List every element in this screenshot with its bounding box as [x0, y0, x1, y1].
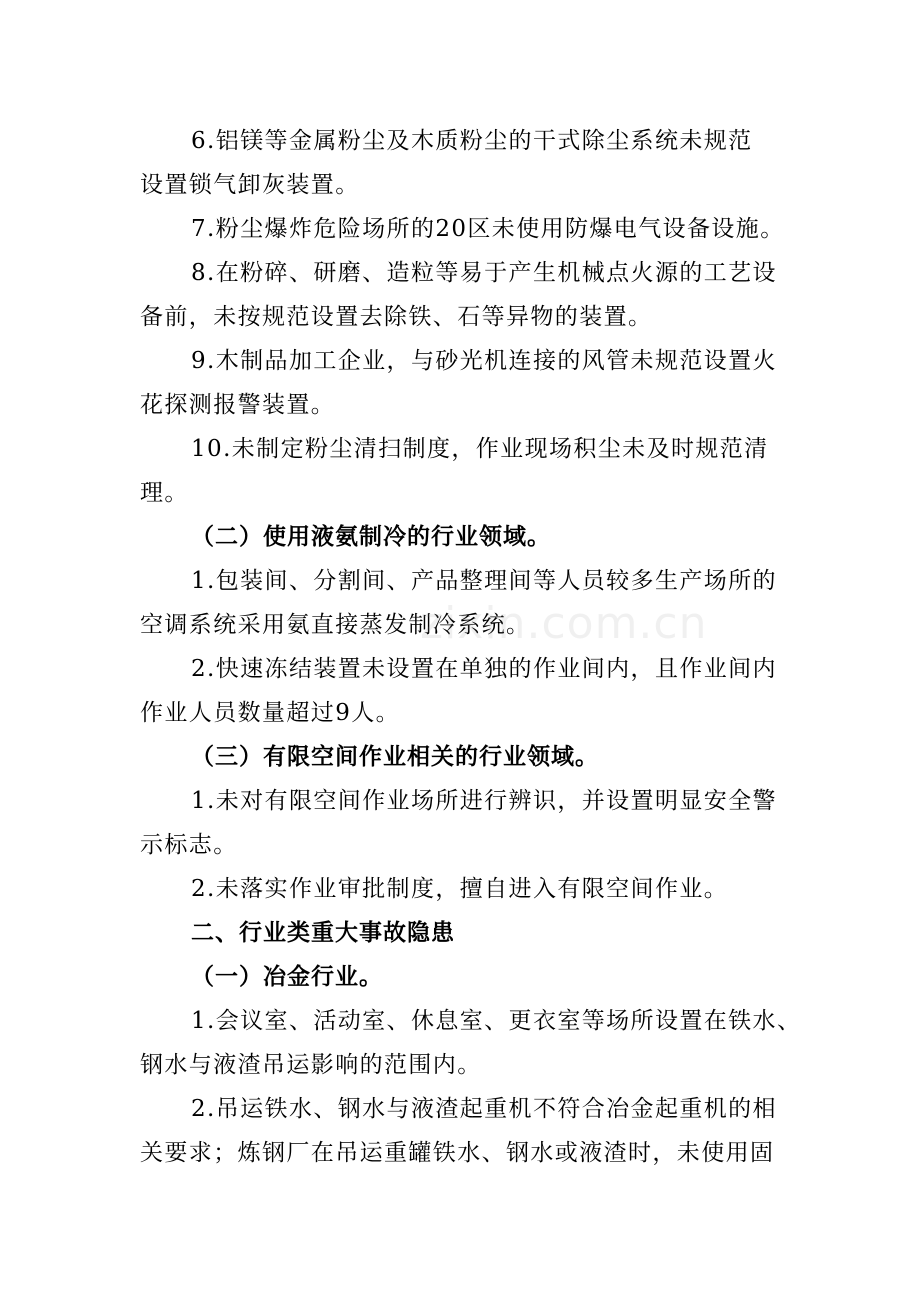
section-heading: （三）有限空间作业相关的行业领域。 [191, 744, 599, 770]
text-line: 1.包装间、分割间、产品整理间等人员较多生产场所的 [191, 568, 777, 594]
text-line: 8.在粉碎、研磨、造粒等易于产生机械点火源的工艺设 [191, 260, 777, 286]
text-line: 2.快速冻结装置未设置在单独的作业间内，且作业间内 [191, 656, 777, 682]
document-page [140, 119, 802, 1175]
section-heading: 二、行业类重大事故隐患 [191, 920, 455, 946]
text-line: 示标志。 [140, 832, 238, 858]
watermark: zixin.com.cn [420, 598, 708, 649]
text-line: 10.未制定粉尘清扫制度，作业现场积尘未及时规范清 [191, 436, 769, 462]
text-line: 2.未落实作业审批制度，擅自进入有限空间作业。 [191, 876, 729, 902]
text-line: 备前，未按规范设置去除铁、石等异物的装置。 [140, 304, 653, 330]
text-line: 6.铝镁等金属粉尘及木质粉尘的干式除尘系统未规范 [191, 128, 753, 154]
text-line: 花探测报警装置。 [140, 392, 336, 418]
text-line: 1.会议室、活动室、休息室、更衣室等场所设置在铁水、 [191, 1008, 802, 1034]
text-line: 2.吊运铁水、钢水与液渣起重机不符合冶金起重机的相 [191, 1096, 777, 1122]
text-line: 9.木制品加工企业，与砂光机连接的风管未规范设置火 [191, 348, 777, 374]
section-heading: （二）使用液氨制冷的行业领域。 [191, 524, 551, 550]
text-line: 关要求；炼钢厂在吊运重罐铁水、钢水或液渣时，未使用固 [140, 1140, 775, 1166]
text-line: 理。 [140, 480, 189, 506]
text-line: 1.未对有限空间作业场所进行辨识，并设置明显安全警 [191, 788, 777, 814]
section-heading: （一）冶金行业。 [191, 964, 383, 990]
text-line: 作业人员数量超过9人。 [140, 700, 401, 726]
text-line: 空调系统采用氨直接蒸发制冷系统。 [140, 612, 531, 638]
text-line: 钢水与液渣吊运影响的范围内。 [140, 1052, 482, 1078]
text-line: 7.粉尘爆炸危险场所的20区未使用防爆电气设备设施。 [191, 216, 785, 242]
text-line: 设置锁气卸灰装置。 [140, 172, 360, 198]
